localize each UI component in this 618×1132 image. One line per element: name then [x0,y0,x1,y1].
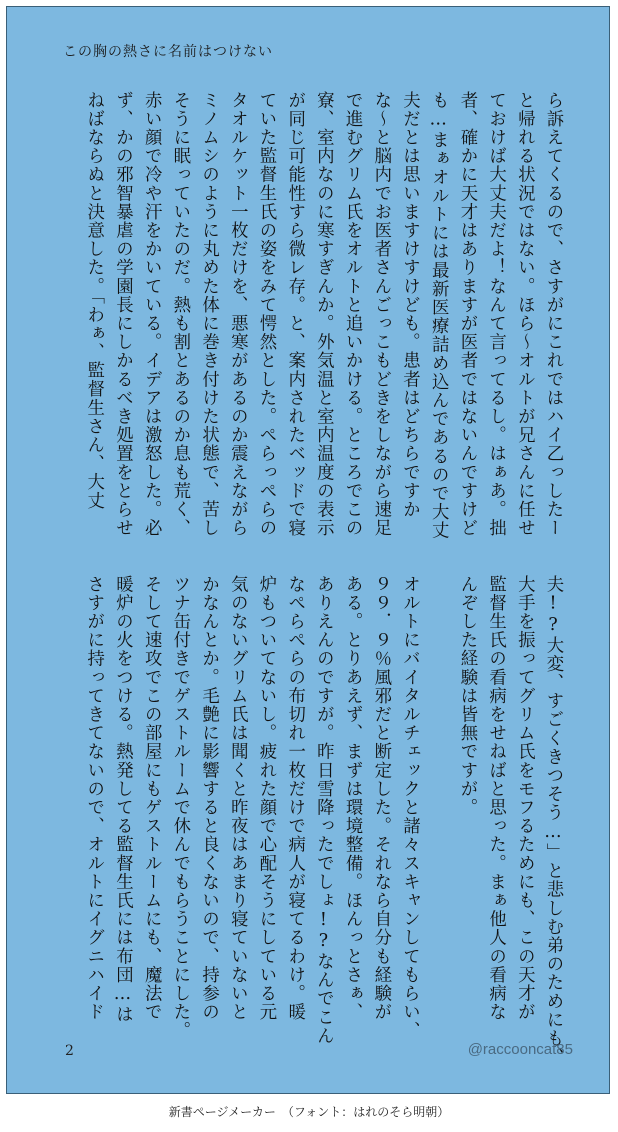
text-line: ９９．９％風邪だと断定した。それなら自分も経験が [370,575,391,1022]
text-line: ておけば大丈夫だよ！なんて言ってるし。はぁあ。拙 [485,91,506,538]
text-line: と帰れる状況ではない。ほら～オルトが兄さんに任せ [514,91,535,538]
text-line: ありえんのですが。昨日雪降ったでしょ!?なんでこん [313,575,334,1046]
text-line: ツナ缶付きでゲストルームで休んでもらうことにした。 [169,575,190,1040]
text-line: 者、確かに天才はありますが医者ではないんですけど [456,91,477,538]
text-line: 監督生氏の看病をせねばと思った。まぁ他人の看病な [485,575,506,1022]
text-line: オルトにバイタルチェックと諸々スキャンしてもらい、 [399,575,420,1040]
text-line: も…まぁオルトには最新医療詰め込んであるので大丈 [428,91,449,540]
text-line: 大手を振ってグリム氏をモフるためにも、この天才が [514,575,535,1022]
text-line: が同じ可能性すら微レ存。と、案内されたベッドで寝 [284,91,305,538]
author-credit: @raccooncat85 [467,1041,573,1058]
text-line: ミノムシのように丸めた体に巻き付けた状態で、苦し [198,91,219,538]
text-line: ず、かの邪智暴虐の学園長にしかるべき処置をとらせ [112,91,133,538]
text-line: で進むグリム氏をオルトと追いかける。ところでこの [342,91,363,538]
text-line: タオルケット一枚だけを、悪寒があるのか震えながら [227,91,248,538]
book-page [6,6,610,1094]
page-title: この胸の熱さに名前はつけない [63,44,273,60]
text-line: 夫だとは思いますけすけども。患者はどちらですか [399,91,420,519]
body-text-upper-block [79,91,567,540]
text-line: 夫!?大変、すごくきつそう…」と悲しむ弟のためにも、 [543,575,563,1067]
text-line: ら訴えてくるので、さすがにこれではハイ乙っしたー [543,91,563,538]
text-line: 気のないグリム氏は聞くと昨夜はあまり寝ていないと [227,575,248,1022]
text-line: かなんとか。毛艶に影響すると良くないので、持参の [198,575,219,1022]
text-line [423,575,452,1019]
text-line: そうに眠っていたのだ。熱も割とあるのか息も荒く、 [169,91,190,538]
text-line: ある。とりあえず、まずは環境整備。ほんっとさぁ、 [342,575,363,1022]
footer-caption: 新書ページメーカー （フォント：はれのそら明朝） [168,1105,450,1119]
text-line: ていた監督生氏の姿をみて愕然とした。ぺらっぺらの [255,91,276,538]
text-line: んぞした経験は皆無ですが。 [456,575,477,817]
text-line: 寮、室内なのに寒すぎんか。外気温と室内温度の表示 [313,91,334,538]
text-line: なぺらぺらの布切れ一枚だけで病人が寝てるわけ。暖 [284,575,305,1022]
page-number: 2 [65,1043,74,1059]
text-line: 暖炉の火をつける。熱発してる監督生氏には布団…は [112,575,133,1024]
text-line: 赤い顔で冷や汗をかいている。イデアは激怒した。必 [141,91,162,538]
text-line: ねばならぬと決意した。「わぁ、監督生さん、大丈 [83,91,104,511]
text-line: さすがに持ってきてないので、オルトにイグニハイド [83,575,104,1022]
text-line: そして速攻でこの部屋にもゲストルームにも、魔法で [141,575,162,1022]
text-line: な～と脳内でお医者さんごっこもどきをしながら速足 [370,91,391,538]
text-line: 炉もついてないし。疲れた顔で心配そうにしている元 [255,575,276,1022]
